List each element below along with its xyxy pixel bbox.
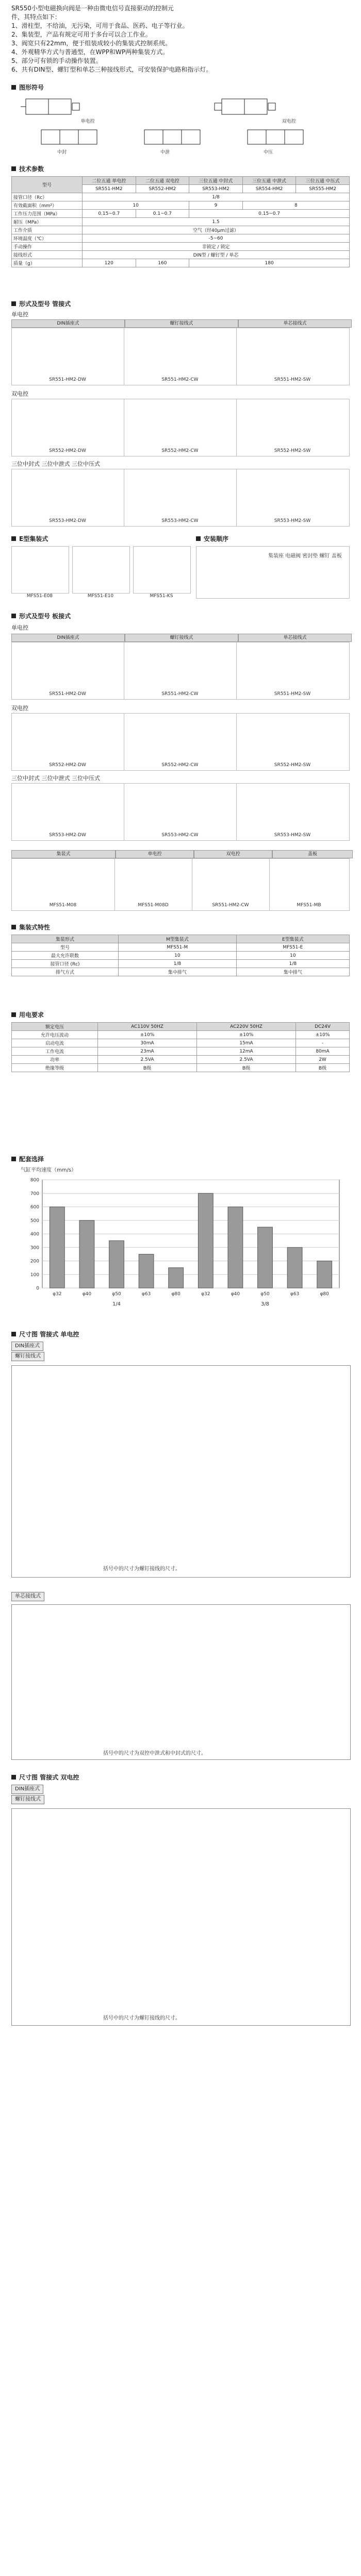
chart-bar [79, 1221, 94, 1288]
x-tick-label: φ80 [320, 1292, 329, 1297]
props-cell: 接管口径 (Rc) [12, 960, 119, 968]
y-tick-label: 300 [30, 1245, 39, 1251]
section-title [11, 1772, 79, 1782]
section-marker [196, 536, 201, 541]
chart-bar [139, 1254, 154, 1288]
symbol-label-center-pressure: 中压 [263, 150, 273, 155]
base-parts-col: 集装式 [11, 850, 116, 858]
electric-cell: 15mA [197, 1039, 296, 1047]
section-title [11, 1329, 79, 1338]
tech-col: 三位五通 中泄式 [242, 177, 296, 185]
chart-bar [258, 1227, 273, 1288]
tech-col: 二位五通 单电控 [83, 177, 136, 185]
electric-cell: ±10% [197, 1031, 296, 1039]
mount-note: 集装座 电磁阀 密封垫 螺钉 盖板 [268, 553, 342, 559]
props-cell: 型号 [12, 943, 119, 952]
chart-bar [50, 1207, 64, 1289]
col-din: DIN插座式 [11, 319, 125, 328]
base-cell [133, 546, 191, 594]
group-label: 1/4 [112, 1301, 121, 1307]
product-caption: SR552-HM2-CW [161, 448, 199, 453]
tech-row-label: 耐压（MPa） [12, 218, 83, 226]
tech-value: 0.15~0.7 [189, 210, 350, 218]
section-title [11, 1154, 44, 1163]
group-label: 3/8 [260, 1301, 270, 1307]
row-label-double: 双电控 [11, 705, 28, 711]
col-din: DIN插座式 [11, 634, 125, 642]
section-marker [11, 1332, 16, 1336]
section-marker [11, 1012, 16, 1017]
product-caption: SR553-HM2-DW [49, 833, 86, 838]
base-parts-col: 双电控 [194, 850, 272, 858]
tech-value: 0.15~0.7 [83, 210, 136, 218]
valve-symbols [21, 94, 351, 156]
y-tick-label: 100 [30, 1272, 39, 1278]
product-caption: SR551-HM2-DW [49, 377, 86, 382]
x-tick-label: φ50 [112, 1292, 121, 1297]
electric-cell: 启动电流 [12, 1039, 98, 1047]
product-caption: SR553-HM2-CW [161, 833, 199, 838]
section-title [11, 534, 48, 543]
section-title [11, 611, 71, 620]
tech-col: 三位五通 中封式 [189, 177, 243, 185]
dim-drawing-single2 [11, 1604, 351, 1760]
row-label-3pos: 三位中封式 三位中泄式 三位中压式 [11, 775, 100, 782]
base-caption: MFS51-E10 [87, 594, 114, 599]
props-cell: MFS51-M [119, 943, 237, 952]
col-single: 单芯接线式 [238, 634, 352, 642]
product-caption: SR551-HM2-DW [49, 691, 86, 697]
props-head: M型集装式 [119, 935, 237, 943]
row-label-double: 双电控 [11, 391, 28, 397]
product-caption: SR552-HM2-DW [49, 762, 86, 768]
x-tick-label: φ40 [231, 1292, 240, 1297]
base-cell [11, 546, 69, 594]
tech-value: -5~60 [83, 234, 350, 243]
base-parts-col: 盖板 [272, 850, 353, 858]
product-caption: SR551-HM2-SW [274, 377, 311, 382]
props-head: 集装形式 [12, 935, 119, 943]
intro-item: 5、部分可有锁的手动操作装置。 [11, 57, 102, 64]
tech-value: 180 [189, 259, 350, 267]
chart-bar [109, 1241, 124, 1288]
tech-model: SR552-HM2 [136, 185, 189, 193]
tag-screw: 螺钉接线式 [11, 1795, 44, 1804]
intro-line: SR550小型电磁换向阀是一种由微电信号直接驱动的控制元 [11, 5, 174, 12]
electric-table [11, 1022, 350, 1072]
section-label: 尺寸图 管接式 双电控 [19, 1773, 79, 1781]
section-label: 尺寸图 管接式 单电控 [19, 1330, 79, 1338]
intro-item: 4、外观精华方式与普通型，在WPP和WP两种集装方式。 [11, 48, 169, 56]
section-marker [11, 1157, 16, 1161]
row-label-3pos: 三位中封式 三位中泄式 三位中压式 [11, 461, 100, 467]
product-caption: SR553-HM2-SW [274, 518, 311, 523]
section-label: E型集装式 [19, 535, 48, 543]
tech-row-label: 接线形式 [12, 251, 83, 259]
chart-bar [198, 1193, 213, 1288]
symbol-label-double: 双电控 [282, 119, 296, 124]
electric-cell: 工作电流 [12, 1047, 98, 1056]
section-marker [11, 536, 16, 541]
section-marker [11, 166, 16, 171]
tech-value: 120 [83, 259, 136, 267]
section-title [11, 82, 44, 92]
row-label-single: 单电控 [11, 624, 28, 631]
tech-value: 10 [83, 201, 189, 210]
props-cell: 集中排气 [236, 968, 349, 976]
section-marker [11, 301, 16, 306]
section-label: 形式及型号 板接式 [19, 612, 71, 620]
section-label: 图形符号 [19, 83, 44, 91]
chart-bar [317, 1261, 332, 1289]
product-caption: SR552-HM2-SW [274, 448, 311, 453]
product-caption: MFS51-MB [297, 903, 321, 908]
base-caption: MFS51-E08 [26, 594, 53, 599]
symbol-label-single: 单电控 [80, 119, 95, 124]
row-label-single: 单电控 [11, 311, 28, 318]
y-tick-label: 400 [30, 1232, 39, 1237]
section-title [11, 1010, 44, 1019]
product-caption: SR553-HM2-DW [49, 518, 86, 523]
tag-single: 单芯接线式 [11, 1592, 44, 1601]
tech-row-label: 环境温度（℃） [12, 234, 83, 243]
section-label: 技术参数 [19, 165, 44, 173]
base-caption: MFS51-KS [150, 594, 173, 599]
electric-cell: ±10% [296, 1031, 350, 1039]
y-tick-label: 800 [30, 1178, 39, 1183]
chart-ylabel: 气缸平均速度（mm/s） [21, 1167, 77, 1173]
y-tick-label: 0 [36, 1286, 39, 1291]
props-cell: 10 [236, 952, 349, 960]
x-tick-label: φ40 [82, 1292, 92, 1297]
x-tick-label: φ32 [201, 1292, 210, 1297]
props-head: E型集装式 [236, 935, 349, 943]
section-title [11, 164, 44, 173]
section-title [196, 534, 228, 543]
product-caption: MFS51-M08 [49, 903, 77, 908]
electric-head: 额定电压 [12, 1023, 98, 1031]
product-caption: MFS51-M08D [138, 903, 169, 908]
electric-head: AC220V 50HZ [197, 1023, 296, 1031]
tech-value: 1.5 [83, 218, 350, 226]
x-tick-label: φ63 [290, 1292, 300, 1297]
base-parts-head [11, 850, 353, 858]
props-cell: 10 [119, 952, 237, 960]
tech-model: SR555-HM2 [296, 185, 350, 193]
tech-value: 8 [242, 201, 349, 210]
tech-row-label: 工作介质 [12, 226, 83, 234]
tech-value: 9 [189, 201, 243, 210]
col-screw: 螺钉接线式 [125, 634, 238, 642]
props-cell: 排气方式 [12, 968, 119, 976]
tech-value: DIN型 / 螺钉型 / 单芯 [83, 251, 350, 259]
electric-cell: 2.5VA [197, 1056, 296, 1064]
dim-note: 括号中的尺寸为螺钉接线的尺寸。 [103, 2015, 180, 2021]
intro-item: 1、滑柱型，不给油，无污染，可用于食品、医药、电子等行业。 [11, 22, 189, 29]
section-label: 配套选择 [19, 1155, 44, 1163]
electric-cell: 允许电压波动 [12, 1031, 98, 1039]
tech-col: 二位五通 双电控 [136, 177, 189, 185]
electric-cell: 2W [296, 1056, 350, 1064]
dim-note: 括号中的尺寸为螺钉接线的尺寸。 [103, 1566, 180, 1572]
tech-row-label: 工作压力范围（MPa） [12, 210, 83, 218]
product-caption: SR553-HM2-CW [161, 518, 199, 523]
intro-item: 3、阀宽只有22mm，便于组装成较小的集装式控制系统。 [11, 40, 172, 47]
chart-bar [228, 1207, 243, 1289]
intro-line: 件，其特点如下： [11, 13, 61, 21]
product-caption: SR551-HM2-CW [212, 903, 249, 908]
intro-item: 6、共有DIN型、螺钉型和单芯三种接线形式，可安装保护电路和指示灯。 [11, 66, 212, 73]
tech-model-label: 型号 [12, 177, 83, 193]
tech-value: 空气（经40μm过滤） [83, 226, 350, 234]
section-marker [11, 925, 16, 929]
form-grid-head [11, 319, 352, 328]
product-caption: SR551-HM2-CW [161, 691, 199, 697]
electric-cell: 绝缘等级 [12, 1064, 98, 1072]
base-cell [72, 546, 130, 594]
dim-drawing-single [11, 1365, 351, 1578]
section-label: 形式及型号 管接式 [19, 300, 71, 308]
electric-cell: ±10% [98, 1031, 197, 1039]
tech-value: 1/8 [83, 193, 350, 201]
electric-cell: - [296, 1039, 350, 1047]
x-tick-label: φ32 [53, 1292, 62, 1297]
product-caption: SR551-HM2-CW [161, 377, 199, 382]
electric-cell: 30mA [98, 1039, 197, 1047]
tech-row-label: 手动操作 [12, 243, 83, 251]
product-caption: SR553-HM2-SW [274, 833, 311, 838]
section-label: 集装式特性 [19, 923, 51, 931]
props-cell: 1/8 [236, 960, 349, 968]
col-single: 单芯接线式 [238, 319, 352, 328]
props-cell: 1/8 [119, 960, 237, 968]
electric-cell: 功率 [12, 1056, 98, 1064]
y-tick-label: 600 [30, 1205, 39, 1210]
y-tick-label: 700 [30, 1191, 39, 1197]
form-base-head [11, 634, 352, 642]
intro-item: 2、集装型，产品有规定可用于多台可以合工作业。 [11, 31, 152, 38]
tech-row-label: 接管口径（Rc） [12, 193, 83, 201]
tech-model: SR553-HM2 [189, 185, 243, 193]
x-tick-label: φ50 [260, 1292, 270, 1297]
section-marker [11, 1775, 16, 1780]
symbol-label-center-closed: 中封 [57, 150, 67, 155]
electric-head: DC24V [296, 1023, 350, 1031]
dim-note: 括号中的尺寸为双控中泄式和中封式的尺寸。 [103, 1751, 206, 1756]
chart-bar [287, 1247, 302, 1288]
dim-drawing-double [11, 1808, 351, 2026]
section-label: 安装顺序 [204, 535, 229, 543]
product-caption: SR551-HM2-SW [274, 691, 311, 697]
tag-din: DIN插座式 [11, 1342, 43, 1351]
tech-model: SR554-HM2 [242, 185, 296, 193]
x-tick-label: φ63 [141, 1292, 151, 1297]
y-tick-label: 500 [30, 1218, 39, 1224]
section-marker [11, 85, 16, 90]
tag-din: DIN插座式 [11, 1785, 43, 1794]
col-screw: 螺钉接线式 [125, 319, 238, 328]
section-marker [11, 614, 16, 618]
product-caption: SR552-HM2-CW [161, 762, 199, 768]
tech-value: 0.1~0.7 [136, 210, 189, 218]
section-title [11, 299, 71, 308]
tech-value: 160 [136, 259, 189, 267]
tech-model: SR551-HM2 [83, 185, 136, 193]
product-caption: SR552-HM2-DW [49, 448, 86, 453]
props-cell: 集中排气 [119, 968, 237, 976]
electric-cell: 12mA [197, 1047, 296, 1056]
tag-screw: 螺钉接线式 [11, 1352, 44, 1361]
tech-col: 三位五通 中压式 [296, 177, 350, 185]
props-cell: MFS51-E [236, 943, 349, 952]
section-label: 用电要求 [19, 1011, 44, 1019]
props-table [11, 935, 350, 976]
tech-value: 非锁定 / 锁定 [83, 243, 350, 251]
y-tick-label: 200 [30, 1259, 39, 1264]
tech-table [11, 176, 350, 267]
intro [11, 4, 352, 74]
electric-head: AC110V 50HZ [98, 1023, 197, 1031]
props-cell: 最大允许联数 [12, 952, 119, 960]
electric-cell: 80mA [296, 1047, 350, 1056]
electric-cell: B级 [98, 1064, 197, 1072]
symbol-label-center-exhaust: 中泄 [160, 150, 170, 155]
product-caption: SR552-HM2-SW [274, 762, 311, 768]
tech-row-label: 有效截面积（mm²） [12, 201, 83, 210]
electric-cell: 23mA [98, 1047, 197, 1056]
electric-cell: B级 [197, 1064, 296, 1072]
flow-chart [11, 1175, 350, 1314]
electric-cell: 2.5VA [98, 1056, 197, 1064]
section-title [11, 922, 50, 931]
base-parts-col: 单电控 [116, 850, 194, 858]
tech-row-label: 质量（g） [12, 259, 83, 267]
chart-bar [169, 1268, 184, 1288]
electric-cell: B级 [296, 1064, 350, 1072]
x-tick-label: φ80 [171, 1292, 180, 1297]
